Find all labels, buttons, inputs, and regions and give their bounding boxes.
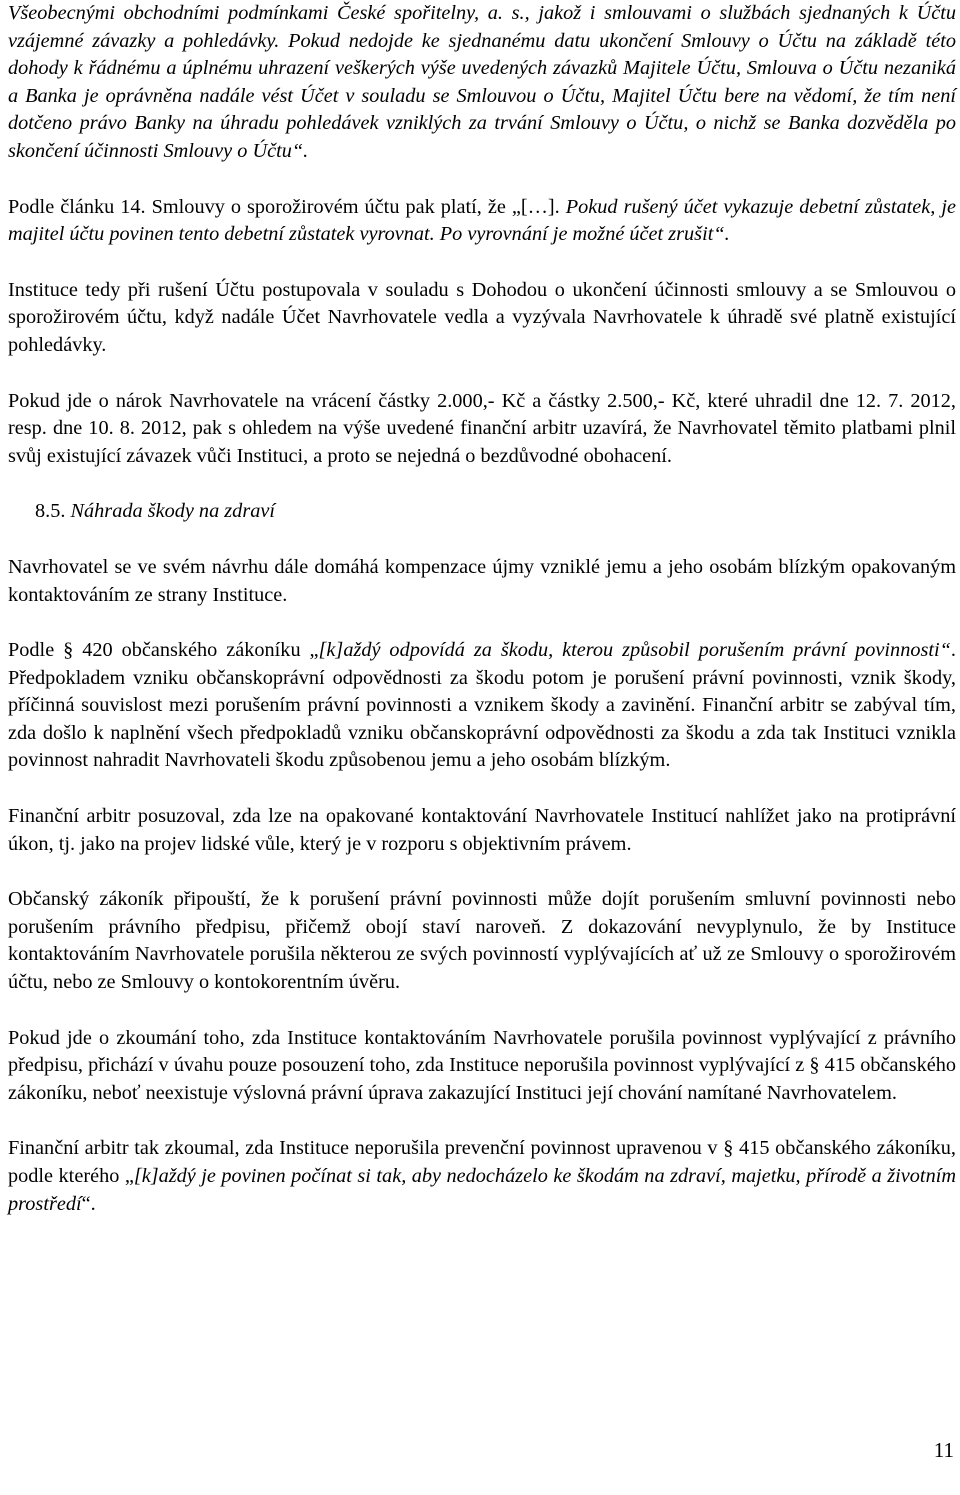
paragraph-contract-terms: Všeobecnými obchodními podmínkami České spořitelny, a. s., jakož i smlouvami o službách sjednaných k Účtu vzájemné závazky a pohledávky. Pokud nedojde ke sjednanému datu ukončení Smlouvy o Účtu na základě této dohody k řádnému a úplnému uhrazení veškerých výše uvedených závazků Majitele Účtu, Smlouva o Účtu nezaniká a Banka je oprávněna nadále vést Účet v souladu se Smlouvou o Účtu, Majitel Účtu bere na vědomí, že tím není dotčeno právo Banky na úhradu pohledávek vzniklých za trvání Smlouvy o Účtu, o nichž se Banka dozvěděla po skončení účinnosti Smlouvy o Účtu“. [8,2,956,162]
paragraph-civil-code: Občanský zákoník připouští, že k porušení právní povinnosti může dojít porušením smluvní povinnosti nebo porušením právního předpisu, přičemž obojí staví naroveň. Z dokazování nevyplynulo, že by Instituce kontaktováním Navrhovatele porušila některou ze svých povinností vyplývajících ať už ze Smlouvy o sporožirovém účtu, nebo ze Smlouvy o kontokorentním úvěru. [8,888,956,994]
section-420-intro: Podle § 420 občanského zákoníku „ [8,639,319,662]
paragraph-unlawful-act: Finanční arbitr posuzoval, zda lze na opakované kontaktování Navrhovatele Institucí nahlížet jako na protiprávní úkon, tj. jako na projev lidské vůle, který je v rozporu s objektivním právem. [8,805,956,855]
prevention-intro: Finanční arbitr tak zkoumal, zda Instituce neporušila prevenční povinnost upravenou v § 415 občanského zákoníku, podle kterého „ [8,1137,956,1187]
paragraph-compensation-claim: Navrhovatel se ve svém návrhu dále domáhá kompenzace újmy vzniklé jemu a jeho osobám blízkým opakovaným kontaktováním ze strany Instituce. [8,555,956,606]
paragraph-section-415-inquiry: Pokud jde o zkoumání toho, zda Instituce kontaktováním Navrhovatele porušila povinnost vyplývající z právního předpisu, přichází v úvahu pouze posouzení toho, zda Instituce neporušila povinnost vyplývající z § 415 občanského zákoníku, neboť neexistuje výslovná právní úprava zakazující Instituci její chování namítané Navrhovatelem. [8,1026,956,1104]
section-title: Náhrada škody na zdraví [65,500,275,523]
paragraph-article-14 [8,194,956,249]
document-page [8,0,956,1218]
paragraph-refund-claim: Pokud jde o nárok Navrhovatele na vrácení částky 2.000,- Kč a částky 2.500,- Kč, které uhradil dne 12. 7. 2012, resp. dne 10. 8. 2012, pak s ohledem na výše uvedené finanční arbitr uzavírá, že Navrhovatel těmito platbami plnil svůj existující závazek vůči Instituci, a proto se nejedná o bezdůvodné obohacení. [8,389,956,467]
section-420-quote: [k]aždý odpovídá za škodu, kterou způsobil porušením právní povinnosti“ [318,639,951,662]
paragraph-prevention-duty [8,1135,956,1218]
section-420-rest: . Předpokladem vzniku občanskoprávní odpovědnosti za škodu potom je porušení právní povinnosti, vznik škody, příčinná souvislost mezi porušením právní povinnosti a vznikem škody a zavinění. Finanční arbitr se zabýval tím, zda došlo k naplnění všech předpokladů vzniku občanskoprávní odpovědnosti za škodu a zda tak Instituci vznikla povinnost nahradit Navrhovateli škodu způsobenou jemu a jeho osobám blízkým. [8,639,956,772]
section-number: 8.5. [35,500,66,523]
article-14-quote: Pokud rušený účet vykazuje debetní zůstatek, je majitel účtu povinen tento debetní zůstatek vyrovnat. Po vyrovnání je možné účet zrušit“. [8,195,956,246]
paragraph-account-cancellation: Instituce tedy při rušení Účtu postupovala v souladu s Dohodou o ukončení účinnosti smlouvy a se Smlouvou o sporožirovém účtu, když nadále Účet Navrhovatele vedla a vyzývala Navrhovatele k úhradě své platně existující pohledávky. [8,278,956,356]
section-heading [8,498,956,526]
article-14-intro: Podle článku 14. Smlouvy o sporožirovém účtu pak platí, že „[…]. [8,195,560,218]
prevention-quote: [k]aždý je povinen počínat si tak, aby nedocházelo ke škodám na zdraví, majetku, přírodě a životním prostředí [8,1165,956,1215]
page-number: 11 [933,1438,954,1462]
prevention-end: “. [81,1192,96,1215]
paragraph-section-420 [8,637,956,775]
